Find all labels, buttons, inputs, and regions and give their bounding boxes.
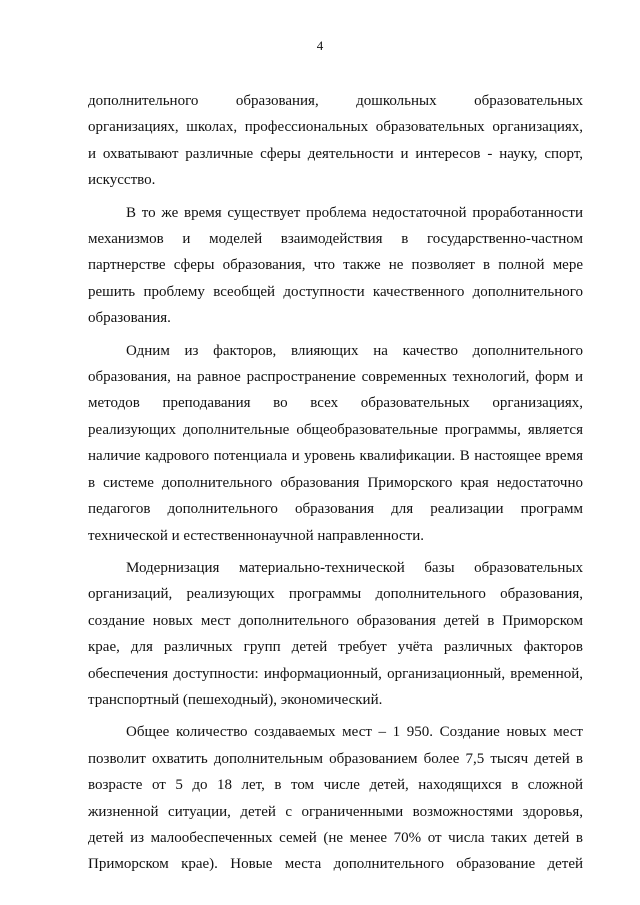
text-line: создание новых мест дополнительного образования детей в Приморском [88, 612, 583, 629]
text-line: крае, для различных групп детей требует учёта различных факторов [88, 639, 583, 656]
text-line: Общее количество создаваемых мест – 1 950. Создание новых мест [126, 724, 583, 741]
text-line: и охватывают различные сферы деятельности и интересов - науку, спорт, [88, 145, 583, 162]
text-line: наличие кадрового потенциала и уровень квалификации. В настоящее время [88, 448, 583, 465]
text-line: дополнительного образования, дошкольных образовательных [88, 93, 583, 109]
text-line: Модернизация материально-технической базы образовательных [126, 559, 583, 576]
paragraph [88, 719, 583, 877]
text-line: организаций, реализующих программы дополнительного образования, [88, 586, 583, 603]
text-line: методов преподавания во всех образовательных организациях, [88, 395, 583, 412]
text-line: Одним из факторов, влияющих на качество дополнительного [126, 342, 583, 359]
text-line: транспортный (пешеходный), экономический. [88, 691, 383, 708]
text-line: обеспечения доступности: информационный, организационный, временной, [88, 665, 583, 682]
text-line: механизмов и моделей взаимодействия в государственно-частном [88, 231, 583, 248]
text-line: позволит охватить дополнительным образованием более 7,5 тысяч детей в [88, 750, 583, 767]
text-line: жизненной ситуации, детей с ограниченными возможностями здоровья, [88, 803, 583, 820]
paragraph [88, 200, 583, 332]
text-line: реализующих дополнительные общеобразовательные программы, является [88, 421, 583, 438]
text-line: образования, на равное распространение современных технологий, форм и [88, 369, 583, 386]
text-line: партнерстве сферы образования, что также не позволяет в полной мере [88, 257, 583, 274]
text-line: технической и естественнонаучной направленности. [88, 527, 424, 544]
text-line: образования. [88, 310, 171, 327]
text-line: организациях, школах, профессиональных образовательных организациях, [88, 119, 583, 136]
text-line: решить проблему всеобщей доступности качественного дополнительного [88, 283, 583, 300]
text-line: Приморском крае). Новые места дополнительного образование детей [88, 856, 583, 873]
paragraph [88, 555, 583, 713]
text-line: возрасте от 5 до 18 лет, в том числе детей, находящихся в сложной [88, 777, 583, 794]
document-body [88, 88, 583, 878]
text-line: искусство. [88, 172, 156, 189]
paragraph [88, 88, 583, 194]
paragraph [88, 338, 583, 549]
page-number: 4 [316, 38, 324, 53]
text-line: педагогов дополнительного образования для реализации программ [88, 501, 583, 518]
text-line: в системе дополнительного образования Приморского края недостаточно [88, 474, 583, 491]
text-line: В то же время существует проблема недостаточной проработанности [126, 204, 583, 221]
text-line: детей из малообеспеченных семей (не менее 70% от числа таких детей в [88, 829, 583, 846]
